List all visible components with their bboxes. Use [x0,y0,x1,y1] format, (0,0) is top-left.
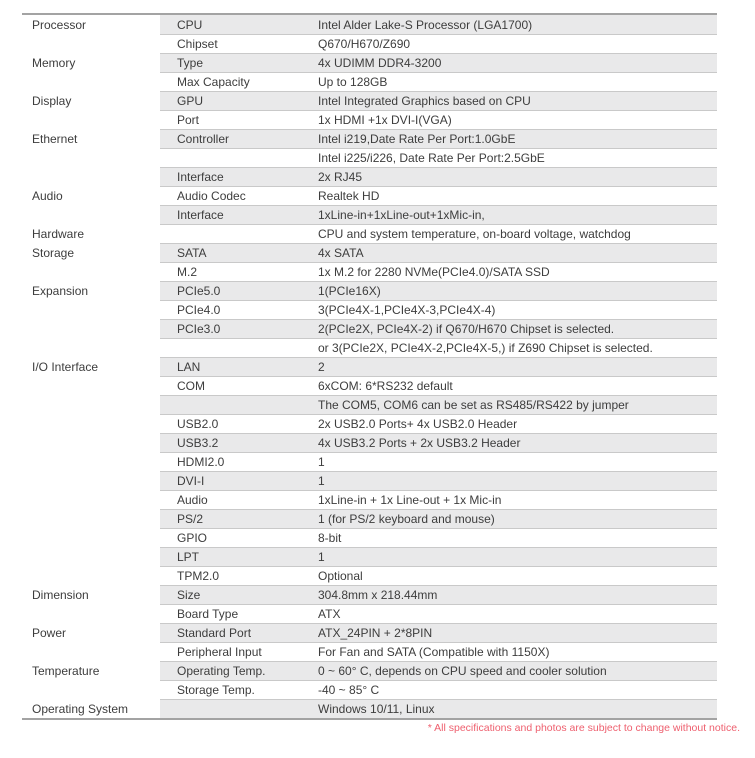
row-category: Expansion [32,283,89,298]
row-category: Ethernet [32,131,78,146]
row-value: 2(PCIe2X, PCIe4X-2) if Q670/H670 Chipset is selected. [318,322,615,336]
row-value: 1 [318,455,325,469]
table-row [22,129,717,148]
row-value: 3(PCIe4X-1,PCIe4X-3,PCIe4X-4) [318,303,496,317]
table-row [22,547,717,566]
row-band [160,585,717,604]
row-label: CPU [177,17,203,32]
table-row [22,186,717,205]
row-band [160,376,717,395]
row-category: Temperature [32,663,100,678]
row-category: Display [32,93,72,108]
row-label: Chipset [177,37,218,51]
row-label: Storage Temp. [177,683,255,697]
table-row [22,699,717,718]
table-row [22,15,717,34]
row-value: 1x HDMI +1x DVI-I(VGA) [318,113,452,127]
table-row [22,281,717,300]
row-value: 1 (for PS/2 keyboard and mouse) [318,512,495,526]
row-band [160,129,717,148]
row-label [160,149,318,167]
row-band [160,91,717,110]
table-row [22,319,717,338]
row-label: Controller [177,132,230,146]
row-value: Up to 128GB [318,75,388,89]
row-label: TPM2.0 [177,569,220,583]
table-row [22,604,717,623]
table-row [22,623,717,642]
row-band [160,699,717,718]
row-label: Interface [177,170,224,184]
table-row [22,414,717,433]
row-band [160,110,717,129]
table-row [22,509,717,528]
table-row [22,661,717,680]
row-category [22,547,160,566]
row-band [160,490,717,509]
row-category: Processor [32,17,87,32]
row-label: GPU [177,94,204,108]
row-value: 304.8mm x 218.44mm [318,588,438,602]
row-label: HDMI2.0 [177,455,225,469]
row-label: PCIe3.0 [177,322,221,336]
table-row [22,148,717,167]
row-category [22,262,160,281]
row-value: Windows 10/11, Linux [318,702,435,716]
row-value: 2x USB2.0 Ports+ 4x USB2.0 Header [318,417,518,431]
row-band [160,547,717,566]
row-category: Operating System [32,701,129,716]
table-row [22,376,717,395]
row-band [160,414,717,433]
row-category [22,642,160,661]
spec-table [22,13,717,720]
table-row [22,72,717,91]
row-band [160,566,717,585]
row-label: Standard Port [177,626,252,640]
row-band [160,167,717,186]
row-value: ATX [318,607,341,621]
row-label: Size [177,588,201,602]
row-label [160,225,318,243]
row-label [160,700,318,718]
table-row [22,471,717,490]
table-row [22,262,717,281]
row-label: Interface [177,208,224,222]
table-row [22,433,717,452]
row-label: Type [177,56,204,70]
row-value: CPU and system temperature, on-board voltage, watchdog [318,227,631,241]
row-band [160,262,717,281]
row-band [160,528,717,547]
row-band [160,471,717,490]
table-row [22,338,717,357]
table-row [22,167,717,186]
row-band [160,53,717,72]
row-category [22,471,160,490]
row-category: Audio [32,188,63,203]
row-label [160,339,318,357]
row-label: Max Capacity [177,75,250,89]
row-category: I/O Interface [32,359,99,374]
row-label: Operating Temp. [177,664,266,678]
table-row [22,585,717,604]
row-value: Intel i225/i226, Date Rate Per Port:2.5GbE [318,151,545,165]
row-label: COM [177,379,205,393]
table-row [22,110,717,129]
row-value: 1 [318,550,325,564]
row-band [160,205,717,224]
row-category: Memory [32,55,76,70]
row-value: -40 ~ 85° C [318,683,380,697]
row-label: GPIO [177,531,208,545]
row-band [160,15,717,34]
row-value: 6xCOM: 6*RS232 default [318,379,453,393]
footnote: * All specifications and photos are subject to change without notice. [427,722,740,734]
row-category [22,490,160,509]
row-value: 1 [318,474,325,488]
row-band [160,338,717,357]
row-category [22,680,160,699]
row-category: Storage [32,245,75,260]
row-category [22,414,160,433]
row-label: Audio Codec [177,189,246,203]
row-band [160,34,717,53]
row-label: M.2 [177,265,198,279]
row-band [160,395,717,414]
table-row [22,642,717,661]
row-value: The COM5, COM6 can be set as RS485/RS422 by jumper [318,398,629,412]
row-category: Power [32,625,67,640]
table-row [22,53,717,72]
row-label: USB3.2 [177,436,219,450]
table-row [22,91,717,110]
row-category [22,433,160,452]
row-category [22,319,160,338]
row-label: SATA [177,246,207,260]
row-value: 1xLine-in + 1x Line-out + 1x Mic-in [318,493,502,507]
row-category [22,452,160,471]
row-category [22,110,160,129]
table-row [22,34,717,53]
row-label: Peripheral Input [177,645,262,659]
row-value: 8-bit [318,531,342,545]
row-value: 2x RJ45 [318,170,363,184]
row-value: ATX_24PIN + 2*8PIN [318,626,433,640]
row-category [22,509,160,528]
table-row [22,224,717,243]
row-category: Dimension [32,587,89,602]
row-category [22,528,160,547]
row-label: LAN [177,360,201,374]
row-label [160,396,318,414]
row-band [160,452,717,471]
table-row [22,566,717,585]
table-row [22,528,717,547]
table-row [22,680,717,699]
row-band [160,281,717,300]
row-category [22,148,160,167]
row-label: PCIe4.0 [177,303,221,317]
row-label: Board Type [177,607,239,621]
row-value: Q670/H670/Z690 [318,37,411,51]
table-row [22,395,717,414]
table-row [22,300,717,319]
row-band [160,357,717,376]
row-value: Optional [318,569,363,583]
row-band [160,509,717,528]
row-band [160,433,717,452]
table-row [22,243,717,262]
row-band [160,243,717,262]
row-category [22,205,160,224]
row-category [22,604,160,623]
row-band [160,300,717,319]
row-band [160,680,717,699]
table-row [22,205,717,224]
row-category [22,566,160,585]
row-band [160,642,717,661]
row-category: Hardware [32,226,85,241]
row-category [22,34,160,53]
row-value: Intel Alder Lake-S Processor (LGA1700) [318,17,533,32]
row-band [160,604,717,623]
row-value: Realtek HD [318,189,380,203]
table-row [22,490,717,509]
row-value: 4x UDIMM DDR4-3200 [318,56,442,70]
row-band [160,661,717,680]
row-category [22,72,160,91]
row-label: Audio [177,493,208,507]
row-band [160,148,717,167]
row-band [160,224,717,243]
row-band [160,623,717,642]
row-label: PCIe5.0 [177,284,221,298]
row-value: 0 ~ 60° C, depends on CPU speed and cooler solution [318,664,607,678]
row-label: USB2.0 [177,417,219,431]
row-value: Intel i219,Date Rate Per Port:1.0GbE [318,132,516,146]
row-category [22,338,160,357]
row-value: 2 [318,360,325,374]
row-value: 4x USB3.2 Ports + 2x USB3.2 Header [318,436,521,450]
row-value: or 3(PCIe2X, PCIe4X-2,PCIe4X-5,) if Z690 Chipset is selected. [318,341,653,355]
row-band [160,72,717,91]
row-label: PS/2 [177,512,204,526]
row-band [160,319,717,338]
row-category [22,376,160,395]
row-value: Intel Integrated Graphics based on CPU [318,94,531,108]
row-band [160,186,717,205]
row-label: Port [177,113,200,127]
row-category [22,395,160,414]
row-value: 4x SATA [318,246,364,260]
row-label: DVI-I [177,474,205,488]
row-value: For Fan and SATA (Compatible with 1150X) [318,645,550,659]
row-value: 1xLine-in+1xLine-out+1xMic-in, [318,208,485,222]
row-category [22,300,160,319]
table-row [22,452,717,471]
row-category [22,167,160,186]
row-label: LPT [177,550,200,564]
table-row [22,357,717,376]
row-value: 1(PCIe16X) [318,284,381,298]
row-value: 1x M.2 for 2280 NVMe(PCIe4.0)/SATA SSD [318,265,550,279]
